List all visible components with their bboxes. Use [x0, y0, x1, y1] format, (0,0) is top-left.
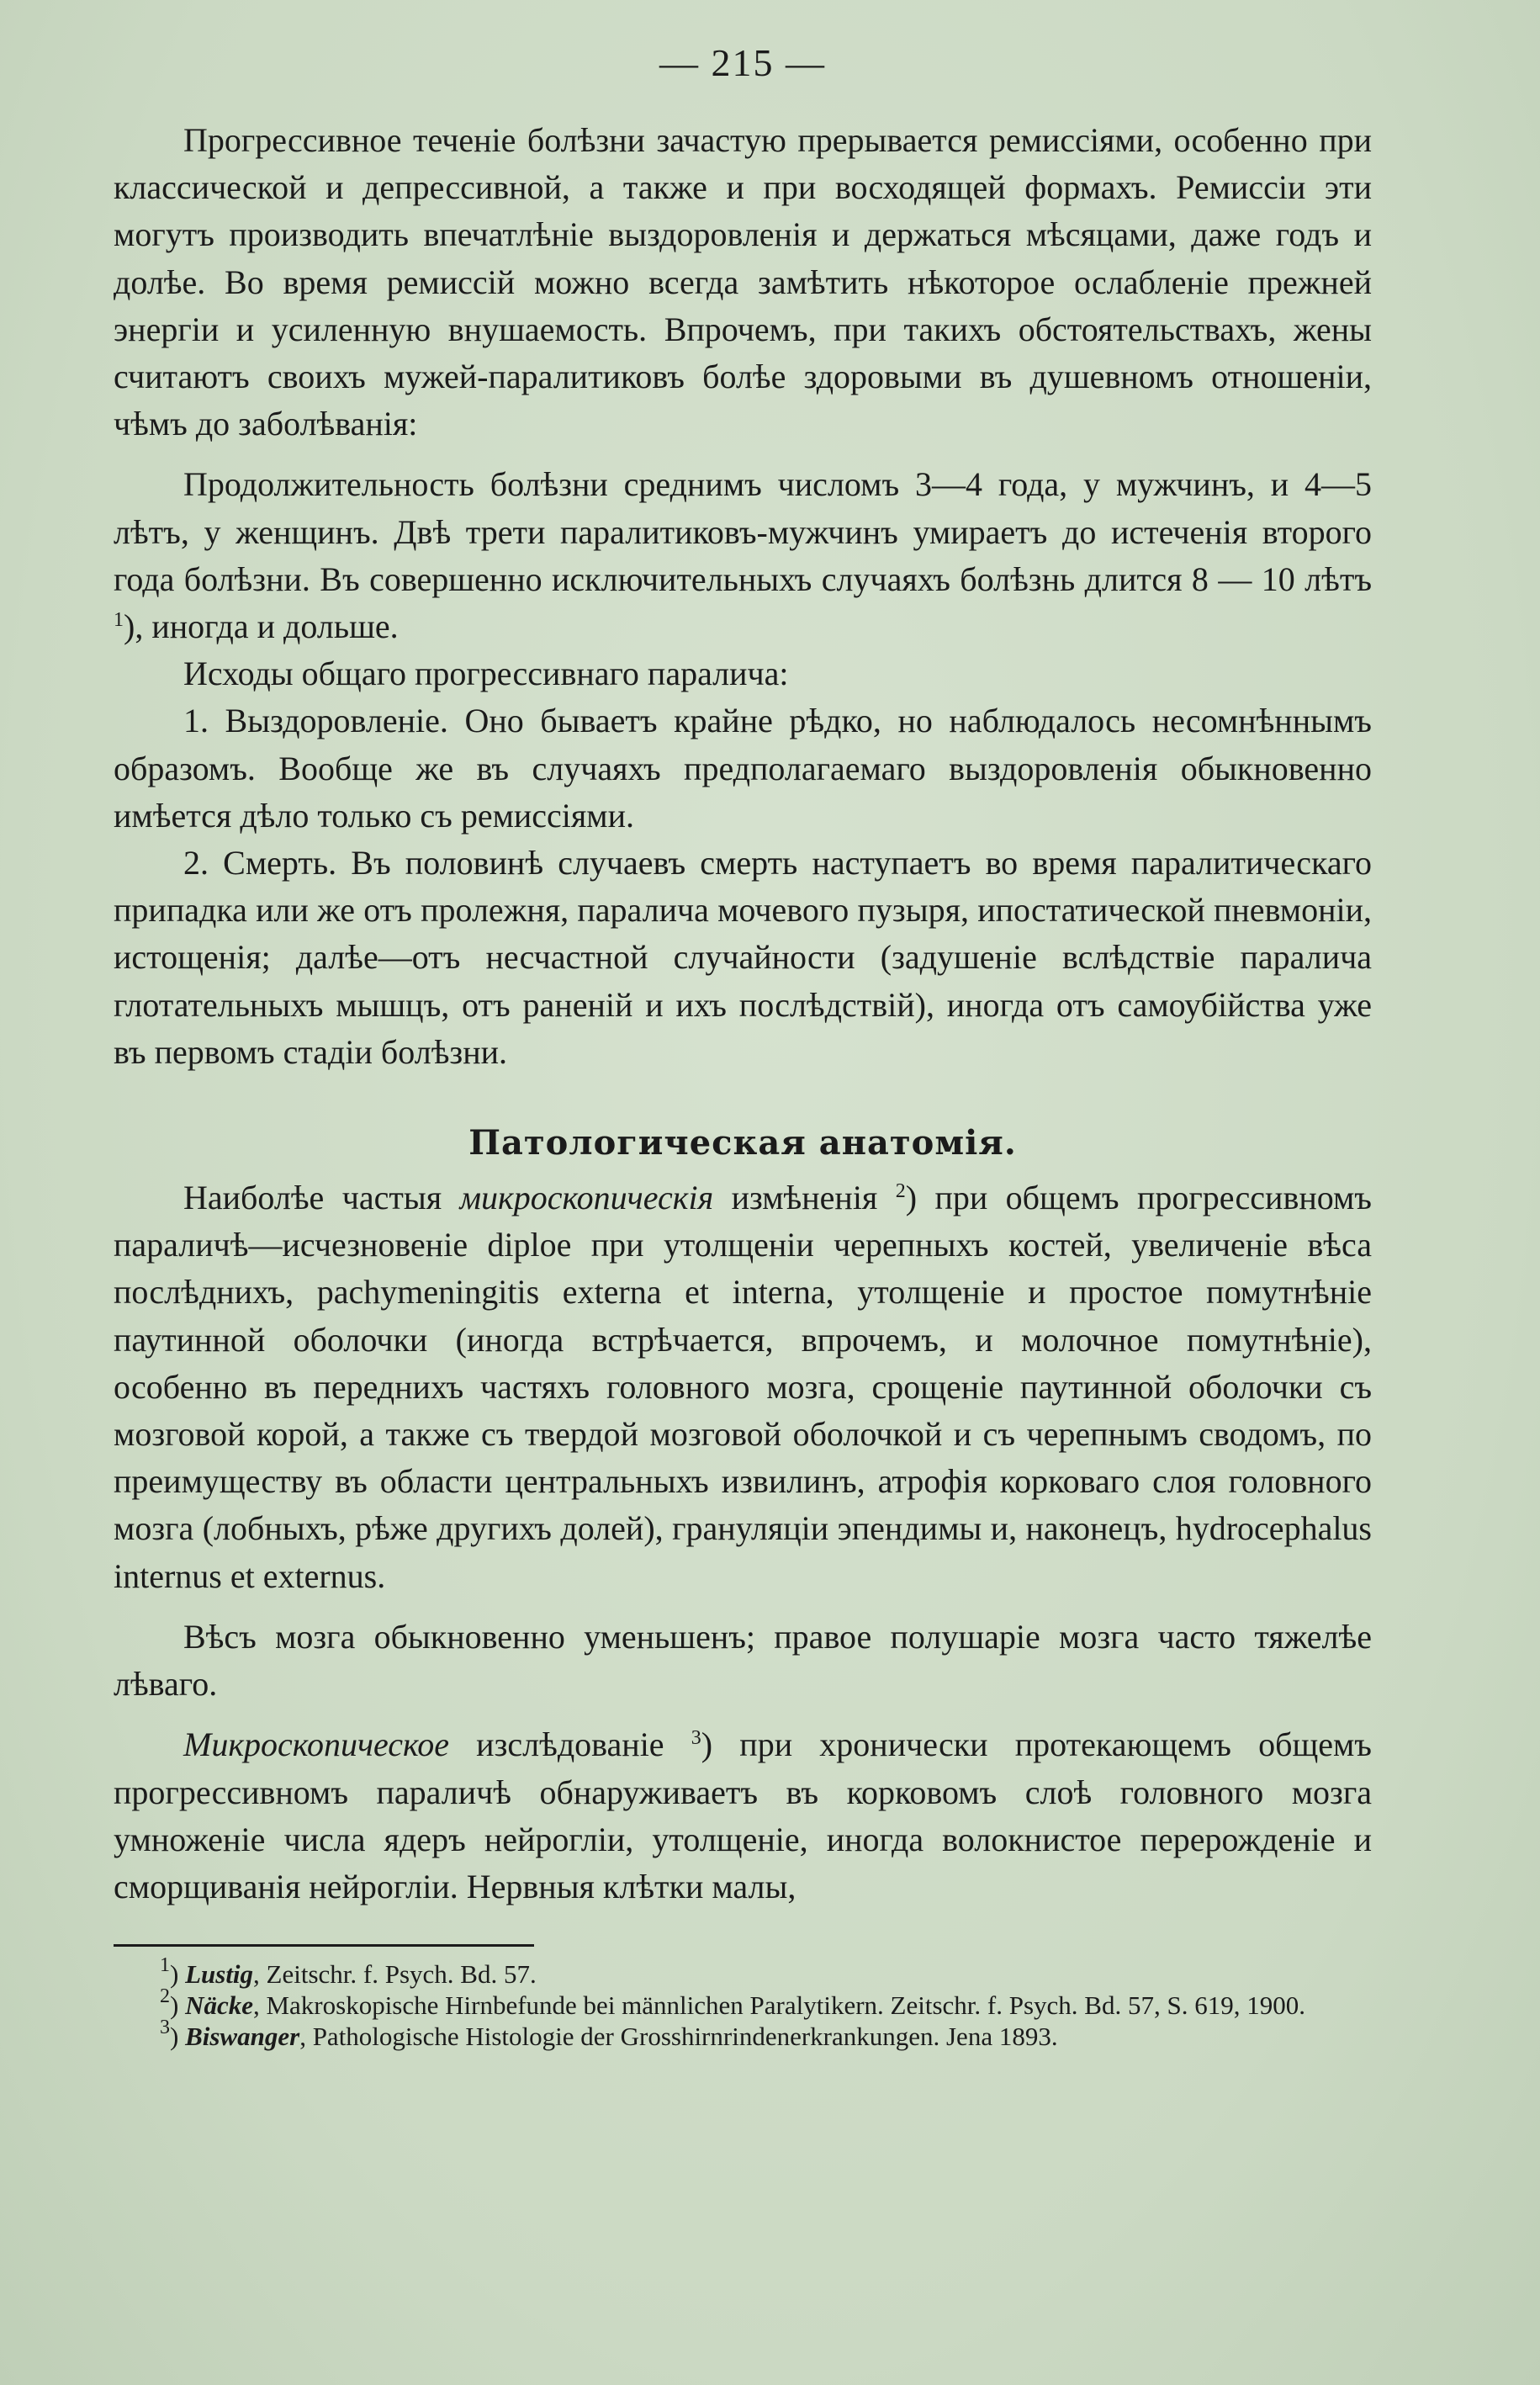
- page-number: — 215 —: [659, 41, 826, 84]
- footnote-number: 2: [160, 1985, 170, 2008]
- paragraph-brain-weight: Вѣсъ мозга обыкновенно уменьшенъ; правое полушаріе мозга часто тяжелѣе лѣваго.: [114, 1617, 1372, 1704]
- paragraph-outcome-death: 2. Смерть. Въ половинѣ случаевъ смерть наступаетъ во время паралитическаго припадка или же отъ пролежня, паралича мочевого пузыря, ипостатической пневмоніи, истощенія; далѣе—отъ несчастной случайности (задушеніе вслѣдствіе паралича глотательныхъ мышцъ, отъ раненій и ихъ послѣдствій), иногда отъ самоубійства уже въ первомъ стадіи болѣзни.: [114, 844, 1372, 1071]
- footnote-text: , Makroskopische Hirnbefunde bei männlichen Paralytikern. Zeitschr. f. Psych. Bd. 57, S. 619, 1900.: [252, 1990, 1305, 2021]
- micro-italic-term: Микроскопическое: [183, 1725, 449, 1764]
- footnote-text: , Pathologische Histologie der Grosshirnrindenerkrankungen. Jena 1893.: [299, 2022, 1058, 2052]
- micro-text: ) при хронически протекающемъ общемъ прогрессивномъ параличѣ обнаруживаетъ въ корковомъ слоѣ головного мозга умноженіе числа ядеръ нейрогліи, утолщеніе, иногда волокнистое перерожденіе и сморщиванія нейрогліи. Нервныя клѣтки малы,: [114, 1725, 1372, 1905]
- macro-text: ) при общемъ прогрессивномъ параличѣ—исчезновеніе diploe при утолщеніи черепныхъ костей, увеличеніе вѣса послѣднихъ, pachymeningitis externa et interna, утолщеніе и простое помутнѣніе паутинной оболочки (иногда встрѣчается, впрочемъ, и молочное помутнѣніе), особенно въ переднихъ частяхъ головного мозга, срощеніе паутинной оболочки съ мозговой корой, а также съ твердой мозговой оболочкой и съ черепнымъ сводомъ, по преимуществу въ области центральныхъ извилинъ, атрофія корковаго слоя головного мозга (лобныхъ, рѣже другихъ долей), грануляціи эпендимы и, наконецъ, hydrocephalus internus et externus.: [114, 1179, 1372, 1595]
- footnote-number: 1: [160, 1954, 170, 1977]
- paragraph-duration: [114, 461, 1372, 650]
- duration-text-end: ), иногда и дольше.: [124, 607, 399, 646]
- footnote-2: $^2$) Näcke, Makroskopische Hirnbefunde bei männlichen Paralytikern. Zeitschr. f. Psych. Bd. 57, S. 619, 1900.: [160, 1985, 1305, 2021]
- section-heading: Патологическая анатомія.: [468, 1123, 1017, 1163]
- footnote-divider: [114, 1944, 534, 1947]
- footnote-number: 3: [160, 2017, 170, 2039]
- footnote-ref-1[interactable]: 1: [114, 609, 124, 632]
- duration-text: Продолжительность болѣзни среднимъ числомъ 3—4 года, у мужчинъ, и 4—5 лѣтъ, у женщинъ. Двѣ трети паралитиковъ-мужчинъ умираетъ до истеченія второго года болѣзни. Въ совершенно исключительныхъ случаяхъ болѣзнь длится 8 — 10 лѣтъ: [114, 465, 1372, 598]
- paragraph-outcomes-intro: Исходы общаго прогрессивнаго паралича:: [183, 655, 789, 693]
- paragraph-macroscopic: [114, 1174, 1372, 1600]
- macro-lead: Наиболѣе частыя: [183, 1179, 460, 1217]
- footnote-author: Biswanger: [185, 2022, 300, 2052]
- footnote-1: $^1$) Lustig, Zeitschr. f. Psych. Bd. 57.: [160, 1954, 537, 1990]
- footnote-ref-2[interactable]: 2: [895, 1180, 906, 1203]
- footnote-text: , Zeitschr. f. Psych. Bd. 57.: [253, 1959, 537, 1990]
- paragraph-outcome-recovery: 1. Выздоровленіе. Оно бываетъ крайне рѣдко, но наблюдалось несомнѣннымъ образомъ. Вообще же въ случаяхъ предполагаемаго выздоровленія обыкновенно имѣется дѣло только съ ремиссіями.: [114, 702, 1372, 835]
- paragraph-remissions: Прогрессивное теченіе болѣзни зачастую прерывается ремиссіями, особенно при классической и депрессивной, а также и при восходящей формахъ. Ремиссіи эти могутъ производить впечатлѣніе выздоровленія и держаться мѣсяцами, даже годъ и долѣе. Во время ремиссій можно всегда замѣтить нѣкоторое ослабленіе прежней энергіи и усиленную внушаемость. Впрочемъ, при такихъ обстоятельствахъ, жены считаютъ своихъ мужей-паралитиковъ болѣе здоровыми въ душевномъ отношеніи, чѣмъ до заболѣванія:: [114, 121, 1372, 443]
- footnote-author: Lustig: [185, 1959, 254, 1990]
- micro-mid: изслѣдованіе: [448, 1725, 691, 1764]
- footnote-3: $^3$) Biswanger, Pathologische Histologie der Grosshirnrindenerkrankungen. Jena 1893.: [160, 2017, 1058, 2052]
- macro-mid: измѣненія: [713, 1179, 896, 1217]
- macro-italic-term: микроскопическія: [459, 1179, 714, 1217]
- paragraph-microscopic: [114, 1721, 1372, 1911]
- footnote-author: Näcke: [185, 1990, 253, 2021]
- footnote-ref-3[interactable]: 3: [691, 1727, 701, 1750]
